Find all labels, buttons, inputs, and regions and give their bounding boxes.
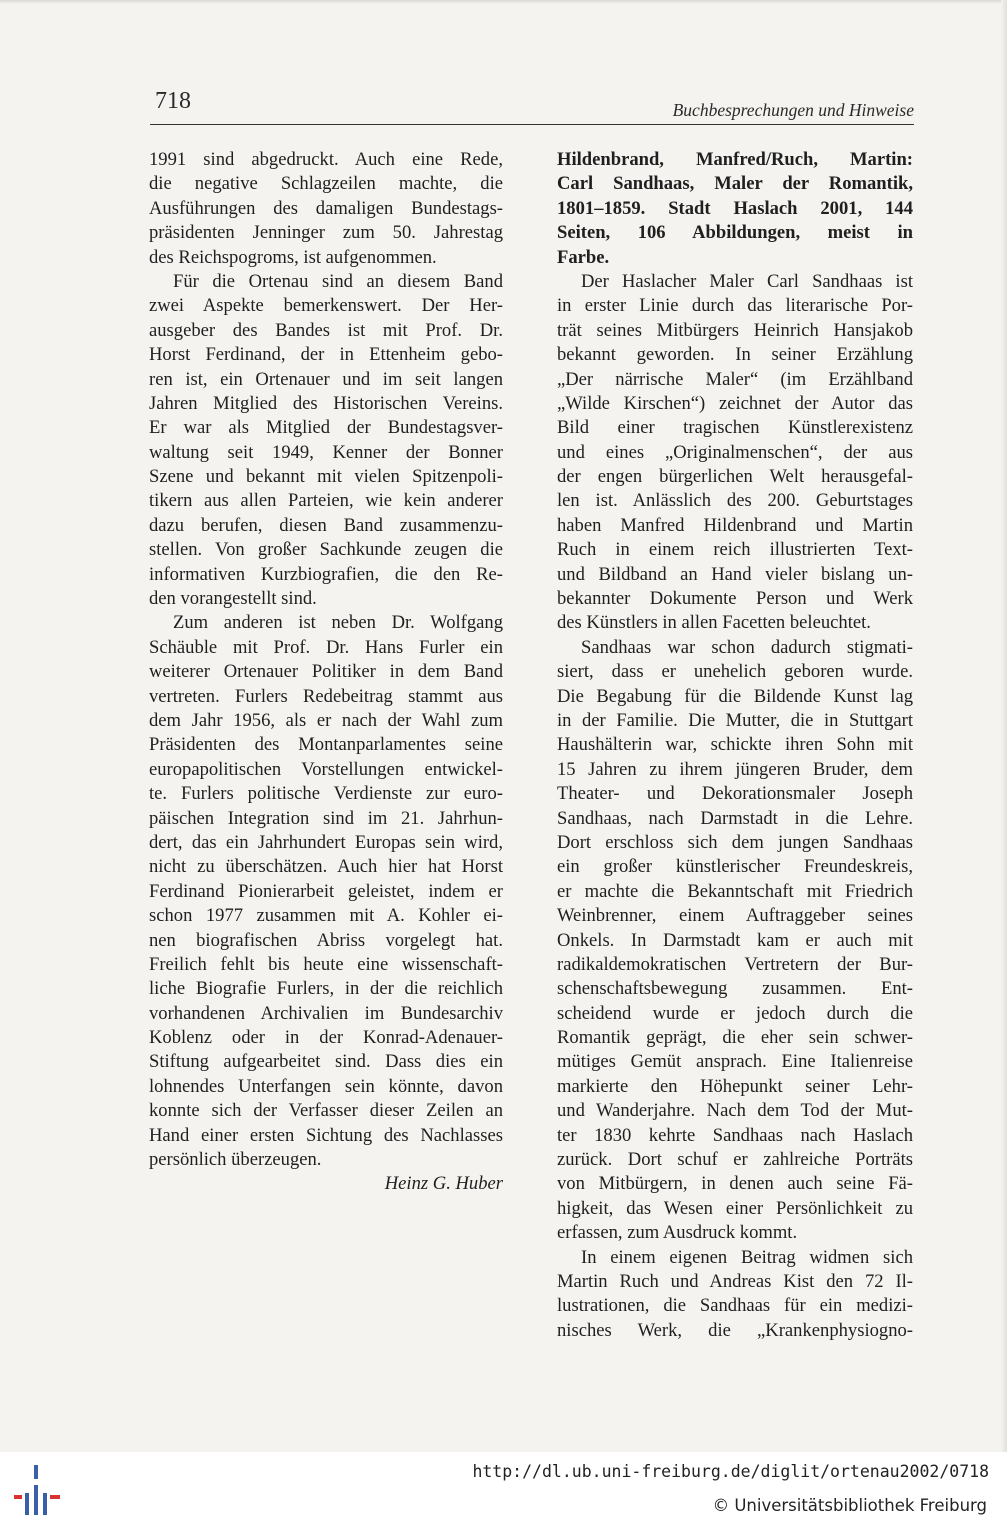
text-line: zwei Aspekte bemerkenswert. Der Her- — [149, 295, 503, 317]
ub-freiburg-logo-icon[interactable] — [12, 1463, 64, 1517]
text-line: er machte die Bekanntschaft mit Friedrich — [557, 880, 913, 902]
text-line: siert, dass er unehelich geboren wurde. — [557, 661, 913, 683]
text-line: Haushälterin war, schickte ihren Sohn mit — [557, 734, 913, 756]
text-line: Präsidenten des Montanparlamentes seine — [149, 734, 503, 756]
text-line: Er war als Mitglied der Bundestagsver- — [149, 417, 503, 439]
text-line: Jahren Mitglied des Historischen Vereins. — [149, 392, 503, 414]
text-line: „Wilde Kirschen“) zeichnet der Autor das — [557, 392, 913, 414]
text-line: weiterer Ortenauer Politiker in dem Band — [149, 661, 503, 683]
text-line: „Der närrische Maler“ (im Erzählband — [557, 368, 913, 390]
text-line: vorhandenen Archivalien im Bundesarchiv — [149, 1002, 503, 1024]
text-line: higkeit, das Wesen einer Persönlichkeit zu — [557, 1197, 913, 1219]
text-line: des Künstlers in allen Facetten beleuchtet. — [557, 612, 871, 634]
text-line: bekannt geworden. In seiner Erzählung — [557, 344, 913, 366]
text-line: in der Familie. Die Mutter, die in Stuttgart — [557, 709, 913, 731]
text-line: stellen. Von großer Sachkunde zeugen die — [149, 539, 503, 561]
text-line: nicht zu überschätzen. Auch hier hat Horst — [149, 856, 503, 878]
text-line: nen biografischen Abriss vorgelegt hat. — [149, 929, 503, 951]
header-rule — [150, 124, 914, 125]
text-line: Ruch in einem reich illustrierten Text- — [557, 539, 913, 561]
running-head: Buchbesprechungen und Hinweise — [672, 100, 914, 120]
text-line: lohnendes Unterfangen sein könnte, davon — [149, 1075, 503, 1097]
text-line: markierte den Höhepunkt seiner Lehr- — [557, 1075, 913, 1097]
text-line: ren ist, ein Ortenauer und im seit langen — [149, 368, 503, 390]
text-line: Onkels. In Darmstadt kam er auch mit — [557, 929, 913, 951]
text-line: Stiftung aufgearbeitet sind. Dass dies ein — [149, 1051, 503, 1073]
text-line: präsidenten Jenninger zum 50. Jahrestag — [149, 222, 503, 244]
text-line: mütiges Gemüt ansprach. Eine Italienreise — [557, 1051, 913, 1073]
page-edge-right — [1001, 0, 1007, 1452]
text-line: informativen Kurzbiografien, die den Re- — [149, 563, 503, 585]
text-line: Dort erschloss sich dem jungen Sandhaas — [557, 831, 913, 853]
text-line: von Mitbürgern, in denen auch seine Fä- — [557, 1173, 913, 1195]
review-heading-line: Farbe. — [557, 246, 610, 268]
text-line: konnte sich der Verfasser dieser Zeilen an — [149, 1100, 503, 1122]
text-line: und Wanderjahre. Nach dem Tod der Mut- — [557, 1100, 913, 1122]
text-line: und eines „Originalmenschen“, der aus — [557, 441, 913, 463]
text-line: die negative Schlagzeilen machte, die — [149, 173, 503, 195]
page-number: 718 — [155, 88, 191, 114]
review-heading-line: Hildenbrand, Manfred/Ruch, Martin: — [557, 149, 913, 170]
text-line: in erster Linie durch das literarische Por- — [557, 295, 913, 317]
text-line: Der Haslacher Maler Carl Sandhaas ist — [581, 270, 913, 292]
text-line: te. Furlers politische Verdienste zur euro- — [149, 783, 503, 805]
copyright-notice: © Universitätsbibliothek Freiburg — [712, 1496, 987, 1515]
text-line: Ausführungen des damaligen Bundestags- — [149, 197, 503, 219]
text-line: zurück. Dort schuf er zahlreiche Porträts — [557, 1149, 913, 1171]
text-line: Schäuble mit Prof. Dr. Hans Furler ein — [149, 636, 503, 658]
text-line: Weinbrenner, einem Auftraggeber seines — [557, 905, 913, 927]
text-line: Sandhaas war schon dadurch stigmati- — [581, 636, 913, 658]
text-line: Die Begabung für die Bildende Kunst lag — [557, 685, 913, 707]
text-line: Zum anderen ist neben Dr. Wolfgang — [173, 612, 503, 634]
text-line: dem Jahr 1956, als er nach der Wahl zum — [149, 709, 503, 731]
text-line: 15 Jahren zu ihrem jüngeren Bruder, dem — [557, 758, 913, 780]
text-line: lustrationen, die Sandhaas für ein medizi- — [557, 1295, 913, 1317]
text-line: dert, das ein Jahrhundert Europas sein wird, — [149, 831, 503, 853]
page-edge-top — [0, 0, 1007, 4]
text-line: päischen Integration sind im 21. Jahrhun- — [149, 807, 503, 829]
text-line: nisches Werk, die „Krankenphysiogno- — [557, 1319, 913, 1341]
text-line: haben Manfred Hildenbrand und Martin — [557, 514, 913, 536]
text-line: des Reichspogroms, ist aufgenommen. — [149, 246, 437, 268]
text-line: bekannter Dokumente Person und Werk — [557, 588, 913, 610]
text-line: der engen bürgerlichen Welt herausgefal- — [557, 466, 913, 488]
text-line: Bild einer tragischen Künstlerexistenz — [557, 417, 913, 439]
text-line: tikern aus allen Parteien, wie kein anderer — [149, 490, 503, 512]
text-line: 1991 sind abgedruckt. Auch eine Rede, — [149, 149, 503, 170]
text-line: europapolitischen Vorstellungen entwickel- — [149, 758, 503, 780]
text-line: waltung seit 1949, Kenner der Bonner — [149, 441, 503, 463]
text-line: Koblenz oder in der Konrad-Adenauer- — [149, 1027, 503, 1049]
text-line: dazu berufen, diesen Band zusammenzu- — [149, 514, 503, 536]
review-heading-line: Seiten, 106 Abbildungen, meist in — [557, 222, 913, 244]
text-line: ausgeber des Bandes ist mit Prof. Dr. — [149, 319, 503, 341]
text-line: Szene und bekannt mit vielen Spitzenpoli- — [149, 466, 503, 488]
text-line: und Bildband an Hand vieler bislang un- — [557, 563, 913, 585]
text-line: len ist. Anlässlich des 200. Geburtstages — [557, 490, 913, 512]
text-line: den vorangestellt sind. — [149, 588, 317, 610]
text-line: schenschaftsbewegung zusammen. Ent- — [557, 978, 913, 1000]
text-line: Für die Ortenau sind an diesem Band — [173, 270, 503, 292]
text-line: ein großer künstlerischer Freundeskreis, — [557, 856, 913, 878]
text-line: scheidend wurde er jedoch durch die — [557, 1002, 913, 1024]
text-line: liche Biografie Furlers, in der die reichlich — [149, 978, 503, 1000]
text-line: persönlich überzeugen. — [149, 1149, 322, 1171]
permalink-url[interactable]: http://dl.ub.uni-freiburg.de/diglit/ortenau2002/0718 — [472, 1462, 989, 1481]
text-line: Freilich fehlt bis heute eine wissenschaft- — [149, 953, 503, 975]
text-line: Ferdinand Pionierarbeit geleistet, indem er — [149, 880, 503, 902]
text-line: Hand einer ersten Sichtung des Nachlasses — [149, 1124, 503, 1146]
review-heading-line: Carl Sandhaas, Maler der Romantik, — [557, 173, 913, 195]
text-line: vertreten. Furlers Redebeitrag stammt aus — [149, 685, 503, 707]
right-column — [557, 148, 913, 1343]
text-line: radikaldemokratischen Vertretern der Bur- — [557, 953, 913, 975]
text-line: ter 1830 kehrte Sandhaas nach Haslach — [557, 1124, 913, 1146]
left-column — [149, 148, 503, 1197]
text-line: In einem eigenen Beitrag widmen sich — [581, 1246, 913, 1268]
text-line: Martin Ruch und Andreas Kist den 72 Il- — [557, 1270, 913, 1292]
author-signature: Heinz G. Huber — [384, 1173, 503, 1195]
text-line: trät seines Mitbürgers Heinrich Hansjakob — [557, 319, 913, 341]
review-heading-line: 1801–1859. Stadt Haslach 2001, 144 — [557, 197, 913, 219]
text-line: Horst Ferdinand, der in Ettenheim gebo- — [149, 344, 503, 366]
text-line: Theater- und Dekorationsmaler Joseph — [557, 783, 913, 805]
text-line: schon 1977 zusammen mit A. Kohler ei- — [149, 905, 503, 927]
text-line: Romantik geprägt, die eher sein schwer- — [557, 1027, 913, 1049]
text-line: erfassen, zum Ausdruck kommt. — [557, 1222, 798, 1244]
text-line: Sandhaas, nach Darmstadt in die Lehre. — [557, 807, 913, 829]
